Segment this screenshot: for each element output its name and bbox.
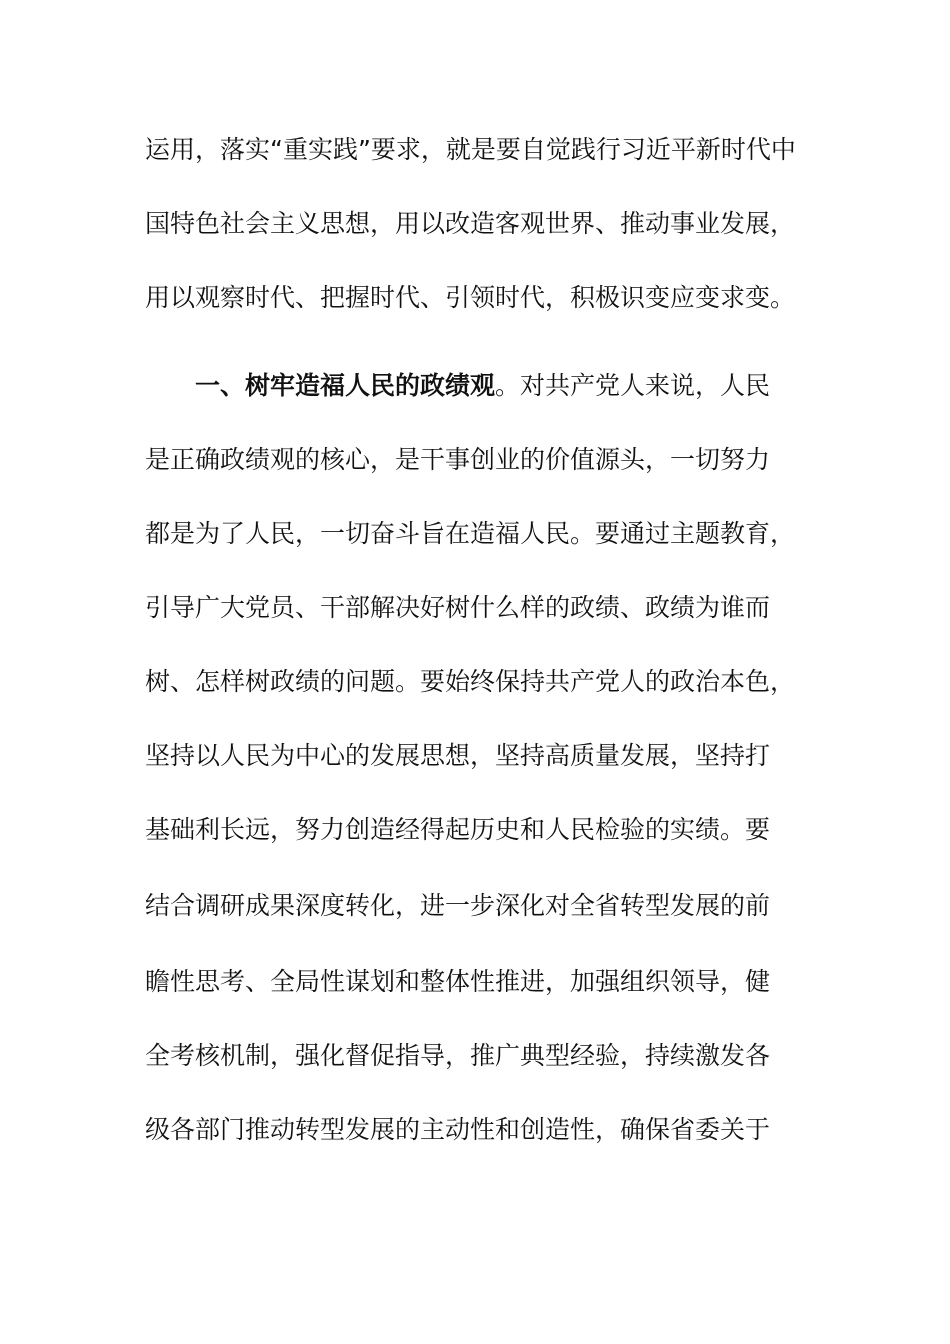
- paragraph-line: 引导广大党员、干部解决好树什么样的政绩、政绩为谁而: [145, 593, 771, 622]
- paragraph-line: 国特色社会主义思想，用以改造客观世界、推动事业发展，: [145, 209, 796, 238]
- paragraph-line: 是正确政绩观的核心，是干事创业的价值源头，一切努力: [145, 445, 771, 474]
- paragraph-line: 用以观察时代、把握时代、引领时代，积极识变应变求变。: [145, 283, 796, 312]
- paragraph-line: 坚持以人民为中心的发展思想，坚持高质量发展，坚持打: [145, 741, 771, 770]
- paragraph-line: 级各部门推动转型发展的主动性和创造性，确保省委关于: [145, 1115, 771, 1144]
- section-heading: 一、树牢造福人民的政绩观: [195, 371, 496, 400]
- paragraph-line: 树、怎样树政绩的问题。要始终保持共产党人的政治本色，: [145, 667, 796, 696]
- paragraph-line: 运用，落实“重实践”要求，就是要自觉践行习近平新时代中: [145, 135, 796, 164]
- section-first-line: [145, 366, 770, 406]
- paragraph-line: 全考核机制，强化督促指导，推广典型经验，持续激发各: [145, 1041, 771, 1070]
- section-first-line-text: 。对共产党人来说，人民: [495, 371, 771, 400]
- paragraph-line: 基础利长远，努力创造经得起历史和人民检验的实绩。要: [145, 815, 771, 844]
- paragraph-line: 瞻性思考、全局性谋划和整体性推进，加强组织领导，健: [145, 967, 771, 996]
- paragraph-line: 结合调研成果深度转化，进一步深化对全省转型发展的前: [145, 891, 771, 920]
- paragraph-line: 都是为了人民，一切奋斗旨在造福人民。要通过主题教育，: [145, 519, 796, 548]
